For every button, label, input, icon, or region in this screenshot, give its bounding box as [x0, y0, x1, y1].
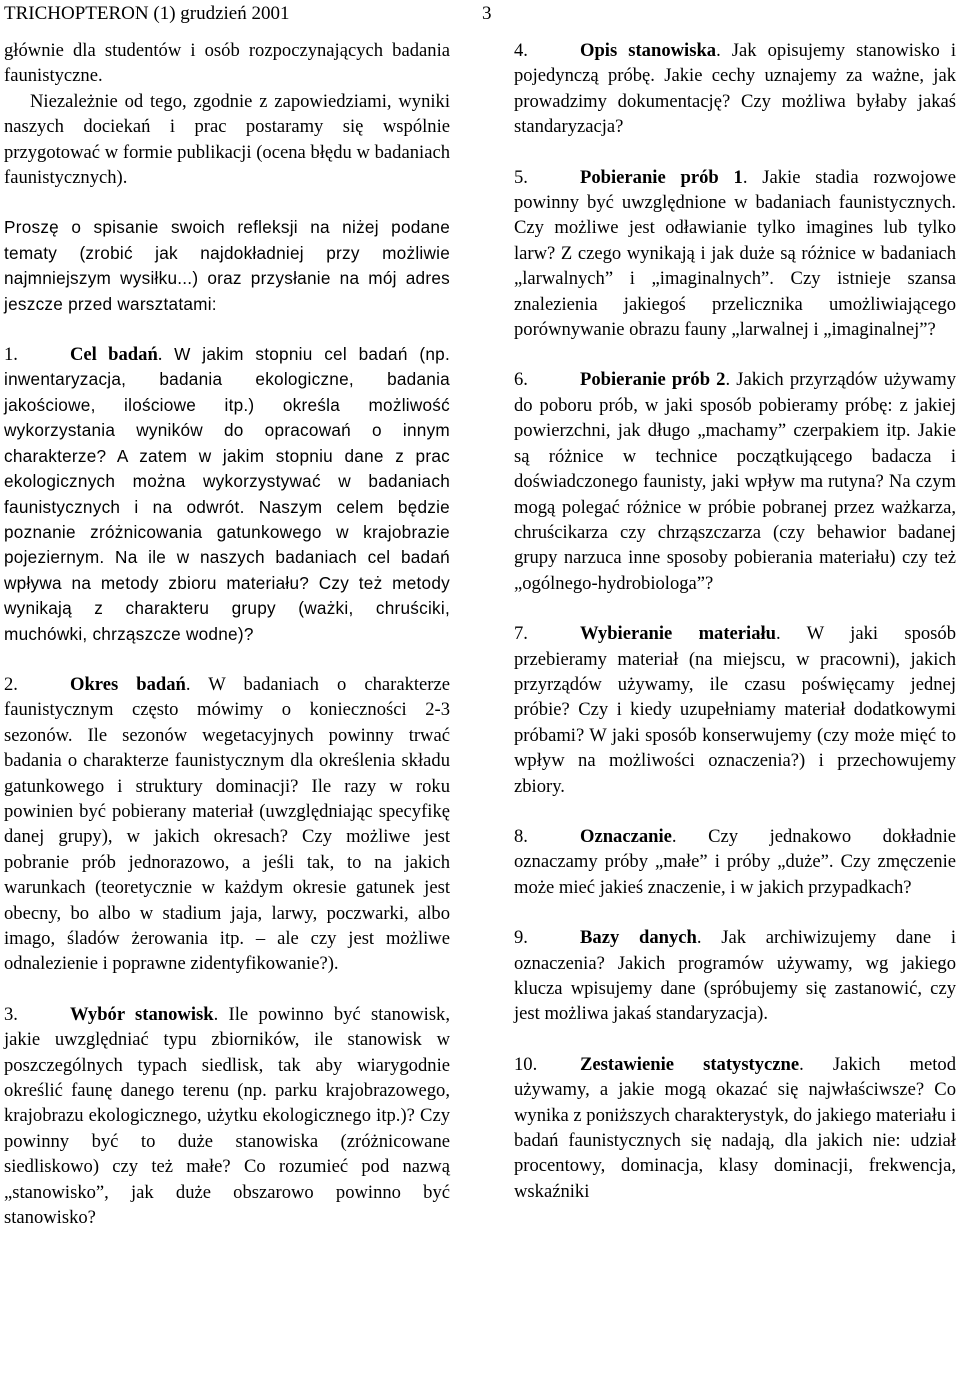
running-header: [4, 0, 952, 28]
item-8: [514, 824, 956, 900]
item-9: [514, 925, 956, 1027]
item-6: [514, 367, 956, 596]
item-9-title: Bazy danych: [580, 927, 697, 949]
item-4: [514, 38, 956, 140]
item-1-text: W jakim stopniu cel badań (np. inwentaryzacja, badania ekologiczne, badania jakościowe, ilościowe itp.) określa możliwość wykorzystania wyników do opracowań o innym charakterze? A zatem w jakim stopniu dane z prac ekologicznych można wykorzystywać w badaniach faunistycznych i na odwrót. Naszym celem będzie poznanie zróżnicowania gatunkowego w krajobrazie pojeziernym. Na ile w naszych badaniach cel badań wpływa na metody zbioru materiału? Czy też metody wynikają z charakteru grupy (ważki, chruściki, muchówki, chrząszcze wodne)?: [4, 344, 450, 644]
item-3-text: . Ile powinno być stanowisk, jakie uwzględniać typu zbiorników, ile stanowisk w poszczególnych typach siedlisk, tak aby wiarygodnie określić faunę danego terenu (np. parku krajobrazowego, krajobrazu ekologicznego, użytku ekologicznego itp.)? Czy powinny być to duże stanowiska (zróżnicowane siedliskowo) czy też małe? Co rozumieć pod nazwą „stanowisko”, jak duże obszarowo powinno być stanowisko?: [4, 1003, 450, 1229]
item-10-text: . Jakich metod używamy, a jakie mogą okazać się najwłaściwsze? Co wynika z poniższych charakterystyk, do jakiego materiału i badań faunistycznych się nadają, dla jakich nie: udział procentowy, dominacja, klasy dominacji, frekwencja, wskaźniki: [514, 1053, 956, 1202]
item-2-text: . W badaniach o charakterze faunistycznym często mówimy o konieczności 2-3 sezonów. Ile sezonów wegetacyjnych powinny trwać badania o charakterze faunistycznym dla określenia składu gatunkowego i struktury dominacji? Ile razy w roku powinien być pobierany materiał (uwzględniając specyfikę danej grupy), w jakich okresach? Czy możliwe jest pobranie prób jednorazowo, a jeśli tak, to na jakich warunkach (teoretycznie w każdym okresie gatunek jest obecny, bo albo w stadium jaja, larwy, poczwarki, albo imago, śladów żerowania itp. – ale czy jest możliwe odnalezienie i poprawne zidentyfikowanie?).: [4, 673, 450, 975]
item-9-text: . Jak archiwizujemy dane i oznaczenia? Jakich programów używamy, wg jakiego klucza wpisujemy dane (spróbujemy się zastanowić, czy jest możliwa jakaś standaryzacja).: [514, 927, 956, 1025]
intro-paragraph-2: Niezależnie od tego, zgodnie z zapowiedziami, wyniki naszych dociekań i prac postaramy się wspólnie przygotować w formie publikacji (ocena błędu w badaniach faunistycznych).: [4, 90, 450, 189]
page-number: 3: [482, 3, 492, 24]
item-9-number: 9.: [514, 927, 528, 949]
item-4-title: Opis stanowiska: [580, 40, 717, 61]
item-1: [4, 342, 450, 647]
item-10: [514, 1052, 956, 1204]
item-5-number: 5.: [514, 166, 528, 188]
item-7: [514, 621, 956, 799]
journal-title: TRICHOPTERON (1) grudzień 2001: [4, 3, 290, 24]
item-1-number: 1.: [4, 344, 18, 366]
item-8-title: Oznaczanie: [580, 825, 672, 847]
item-1-period: .: [157, 344, 163, 366]
item-2: [4, 672, 450, 977]
item-10-title: Zestawienie statystyczne: [580, 1053, 800, 1075]
item-6-text: . Jakich przyrządów używamy do poboru prób, w jaki sposób pobieramy próbę: z jakiej powierzchni, jak długo „machamy” czerpakiem itp. Jakie są różnice w technice początkującego badacza i doświadczonego faunisty, jaki wpływ ma rutyna? Na czym mogą polegać różnice w próbie pobranej przez ważkarza, chruścikarza czy chrząszczarza (czy behawior badanej grupy narzuca inne sposoby pobierania materiału) czy też „ogólnego-hydrobiologa”?: [514, 369, 956, 594]
item-1-title: Cel badań: [70, 344, 158, 366]
item-10-number: 10.: [514, 1053, 538, 1075]
right-column: [514, 38, 956, 1204]
item-2-title: Okres badań: [70, 673, 186, 695]
item-6-number: 6.: [514, 369, 528, 391]
item-8-text: . Czy jednakowo dokładnie oznaczamy próby „małe” i próby „duże”. Czy zmęczenie może mieć jakieś znaczenie, i w jakich przypadkach?: [514, 825, 956, 898]
intro-paragraph-1: głównie dla studentów i osób rozpoczynających badania faunistyczne.: [4, 40, 450, 87]
item-6-title: Pobieranie prób 2: [580, 369, 726, 391]
item-7-title: Wybieranie materiału: [580, 623, 777, 645]
item-2-number: 2.: [4, 673, 18, 695]
item-3: [4, 1002, 450, 1231]
left-column: [4, 38, 450, 1230]
item-8-number: 8.: [514, 825, 528, 847]
item-7-number: 7.: [514, 623, 528, 645]
item-4-text: . Jak opisujemy stanowisko i pojedynczą próbę. Jakie cechy uznajemy za ważne, jak prowadzimy dokumentację? Czy możliwa byłaby jakaś standaryzacja?: [514, 40, 956, 138]
item-7-text: . W jaki sposób przebieramy materiał (na miejscu, w pracowni), jakich przyrządów używamy, ile czasu poświęcamy jednej próbie? Czy i kiedy uzupełniamy materiał dodatkowymi próbami? W jaki sposób konserwujemy (czy może mięć to wpływ na możliwości oznaczenia?) i przechowujemy zbiory.: [514, 623, 957, 797]
item-5-text: . Jakie stadia rozwojowe powinny być uwzględnione w badaniach faunistycznych. Czy możliwe jest odławianie tylko imagines lub tylko larw? Z czego wynikają i jak duże są różnice w badaniach „larwalnych” i „imaginalnych”. Czy istnieje szansa znalezienia jakiegoś przelicznika umożliwiającego porównywanie obrazu fauny „larwalnej i „imaginalnej”?: [514, 166, 956, 341]
item-3-title: Wybór stanowisk: [70, 1003, 214, 1025]
item-5: [514, 165, 956, 343]
request-paragraph: Proszę o spisanie swoich refleksji na niżej podane tematy (zrobić jak najdokładniej przy możliwie najmniejszym wysiłku...) oraz przysłanie na mój adres jeszcze przed warsztatami:: [4, 217, 450, 314]
item-3-number: 3.: [4, 1003, 18, 1025]
item-5-title: Pobieranie prób 1: [580, 166, 743, 188]
item-4-number: 4.: [514, 40, 528, 61]
